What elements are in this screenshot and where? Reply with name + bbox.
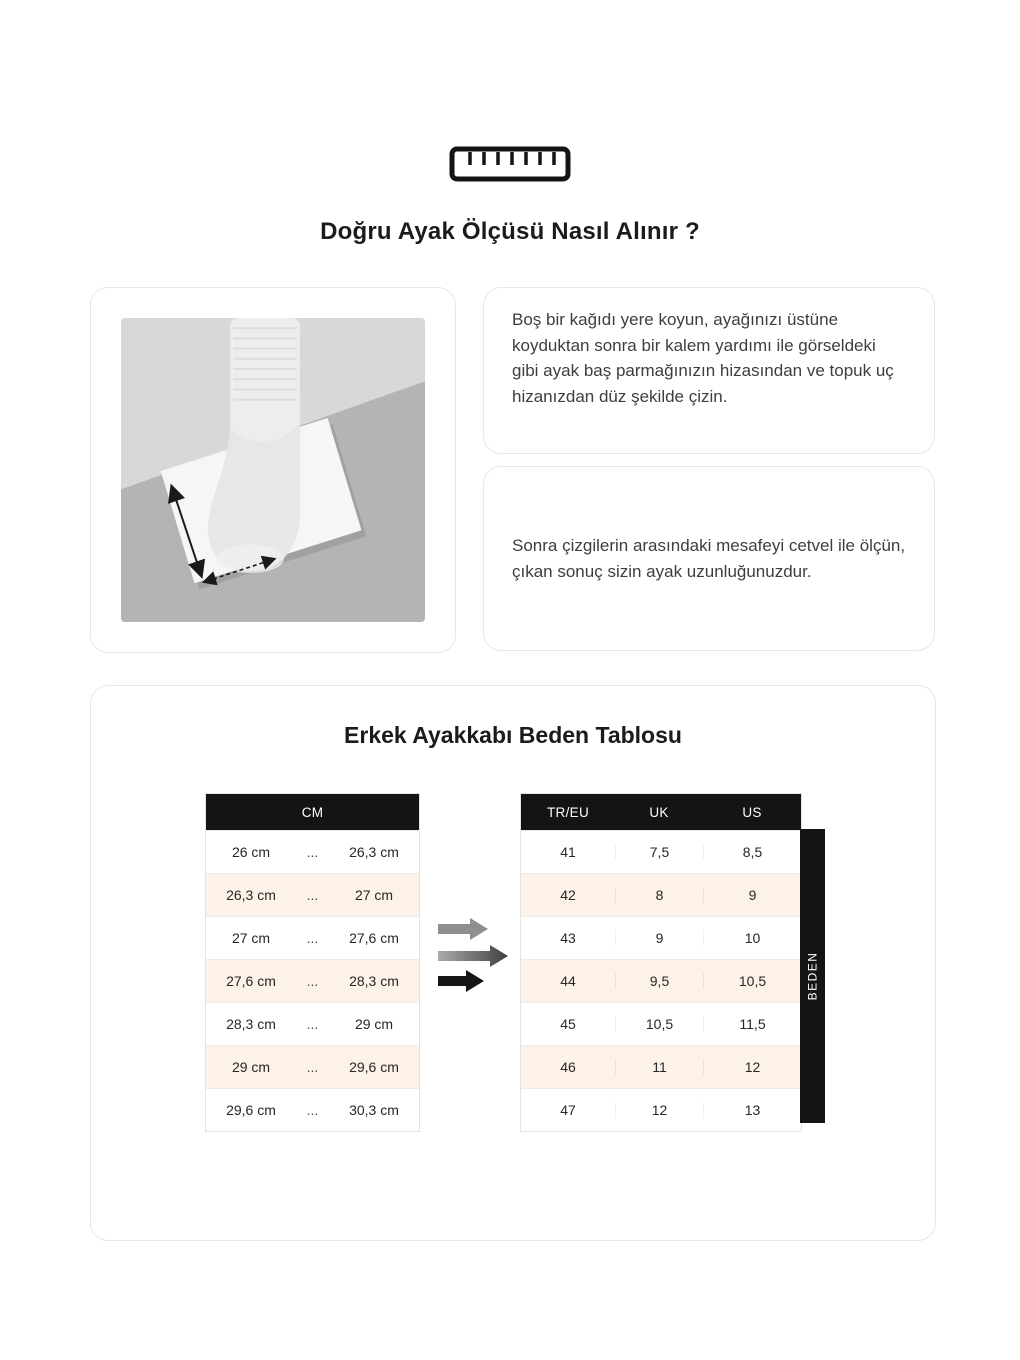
instruction-step-1: Boş bir kağıdı yere koyun, ayağınızı üstüne koyduktan sonra bir kalem yardımı ile görseldeki gibi ayak baş parmağınızın hizasından ve topuk uç hizanızdan düz şekilde çizin. (512, 310, 894, 406)
size-treu: 41 (560, 844, 576, 860)
cm-from: 26 cm (231, 844, 271, 860)
size-treu: 44 (560, 973, 576, 989)
size-chart-title: Erkek Ayakkabı Beden Tablosu (344, 722, 682, 748)
cm-table-row (206, 959, 419, 1002)
cm-dots: ... (306, 973, 319, 989)
size-table-row (521, 830, 801, 873)
cm-to: 28,3 cm (349, 973, 399, 989)
instruction-step-2: Sonra çizgilerin arasındaki mesafeyi cetvel ile ölçün, çıkan sonuç sizin ayak uzunluğunuzdur. (512, 536, 906, 581)
page-title: Doğru Ayak Ölçüsü Nasıl Alınır ? (320, 218, 700, 245)
cm-table-row (206, 830, 419, 873)
instruction-card-1 (483, 287, 935, 454)
size-us: 10,5 (703, 973, 801, 989)
size-table-row (521, 873, 801, 916)
cm-to: 26,3 cm (349, 844, 399, 860)
size-treu: 47 (560, 1102, 576, 1118)
cm-from: 29,6 cm (226, 1102, 276, 1118)
ruler-icon (0, 144, 1020, 184)
size-header-treu: TR/EU (547, 804, 589, 820)
measurement-photo-card (90, 287, 456, 653)
size-treu: 45 (560, 1016, 576, 1032)
cm-to: 29 cm (354, 1016, 394, 1032)
cm-dots: ... (306, 1102, 319, 1118)
size-us: 10 (703, 930, 801, 946)
foot-measurement-photo (121, 318, 425, 622)
size-table-row (521, 1088, 801, 1131)
size-table-header (521, 794, 801, 830)
size-us: 8,5 (703, 844, 801, 860)
cm-to: 27,6 cm (349, 930, 399, 946)
size-treu: 46 (560, 1059, 576, 1075)
cm-to: 30,3 cm (349, 1102, 399, 1118)
size-us: 11,5 (703, 1016, 801, 1032)
size-uk: 8 (615, 887, 703, 903)
cm-table-header (206, 794, 419, 830)
cm-from: 28,3 cm (226, 1016, 276, 1032)
cm-table-row (206, 1088, 419, 1131)
size-uk: 9 (615, 930, 703, 946)
size-header-us: US (742, 804, 762, 820)
size-treu: 42 (560, 887, 576, 903)
beden-side-bar (800, 829, 825, 1123)
cm-dots: ... (306, 844, 319, 860)
size-table-row (521, 959, 801, 1002)
size-table-row (521, 916, 801, 959)
cm-table-row (206, 1045, 419, 1088)
size-table-row (521, 1002, 801, 1045)
cm-from: 26,3 cm (226, 887, 276, 903)
size-uk: 12 (615, 1102, 703, 1118)
size-table (520, 793, 802, 1132)
cm-table-row (206, 873, 419, 916)
beden-label: BEDEN (805, 951, 820, 1001)
cm-from: 27,6 cm (226, 973, 276, 989)
cm-dots: ... (306, 930, 319, 946)
size-uk: 9,5 (615, 973, 703, 989)
cm-header-label: CM (301, 804, 324, 820)
cm-from: 27 cm (231, 930, 271, 946)
cm-from: 29 cm (231, 1059, 271, 1075)
size-us: 13 (703, 1102, 801, 1118)
size-us: 12 (703, 1059, 801, 1075)
cm-table (205, 793, 420, 1132)
cm-dots: ... (306, 1059, 319, 1075)
size-uk: 10,5 (615, 1016, 703, 1032)
cm-to: 27 cm (354, 887, 394, 903)
instruction-card-2 (483, 466, 935, 651)
size-us: 9 (703, 887, 801, 903)
cm-dots: ... (306, 1016, 319, 1032)
cm-table-row (206, 1002, 419, 1045)
size-table-row (521, 1045, 801, 1088)
size-treu: 43 (560, 930, 576, 946)
cm-to: 29,6 cm (349, 1059, 399, 1075)
size-uk: 7,5 (615, 844, 703, 860)
cm-dots: ... (306, 887, 319, 903)
conversion-arrows-icon (438, 917, 516, 995)
cm-table-row (206, 916, 419, 959)
size-header-uk: UK (649, 804, 669, 820)
size-uk: 11 (615, 1059, 703, 1075)
